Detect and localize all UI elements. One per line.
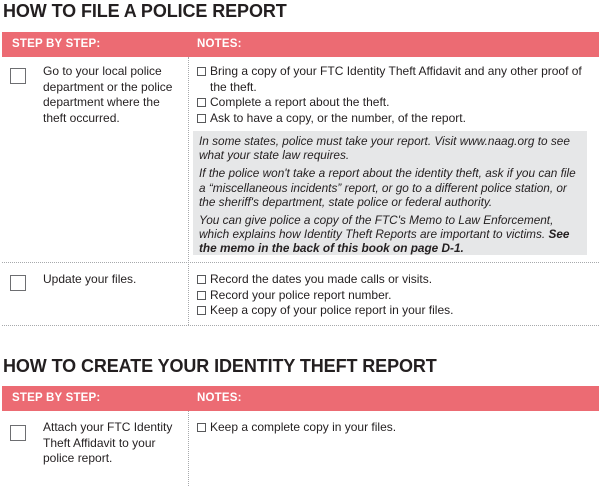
note-item (197, 420, 592, 436)
note-item (197, 272, 592, 288)
note-text: Record your police report number. (210, 287, 392, 302)
note-text: Bring a copy of your FTC Identity Theft Affidavit and any other proof of the theft. (210, 64, 582, 94)
column-divider (188, 411, 189, 486)
note-text: Ask to have a copy, or the number, of the report. (210, 110, 466, 125)
step-column-header: STEP BY STEP: (12, 392, 101, 404)
info-paragraph: In some states, police must take your report. Visit www.naag.org to see what your state law requires. (199, 134, 570, 163)
note-text: Complete a report about the theft. (210, 95, 390, 109)
note-checkbox[interactable] (197, 275, 206, 284)
step-column-header: STEP BY STEP: (12, 38, 101, 50)
step-checkbox[interactable] (10, 275, 26, 291)
note-item (197, 288, 592, 304)
note-text: Keep a copy of your police report in your files. (210, 303, 454, 317)
note-checkbox[interactable] (197, 114, 206, 123)
notes-column-header: NOTES: (197, 38, 242, 50)
column-divider (188, 57, 189, 325)
note-item (197, 95, 592, 111)
section-title: HOW TO CREATE YOUR IDENTITY THEFT REPORT (3, 356, 437, 376)
notes-column-header: NOTES: (197, 392, 242, 404)
info-text: You can give police a copy of the FTC's Memo to Law Enforcement, which explains how Identity Theft Reports are important to victims. (199, 213, 554, 242)
note-text: Record the dates you made calls or visits. (210, 272, 433, 286)
step-text: Go to your local police department or the police department where the theft occurred. (43, 64, 173, 125)
info-paragraph: If the police won't take a report about the identity theft, ask if you can file a “miscellaneous incidents” report, or go to a different police station, or the sheriff's department, state police or federal authority. (199, 166, 576, 209)
step-checkbox[interactable] (10, 425, 26, 441)
note-item (197, 303, 592, 319)
note-text: Keep a complete copy in your files. (210, 420, 397, 434)
note-checkbox[interactable] (197, 291, 206, 300)
table-header (2, 386, 599, 411)
table-header (2, 32, 599, 57)
note-checkbox[interactable] (197, 67, 206, 76)
info-paragraph (199, 213, 581, 256)
info-bold-text: See the memo in the back of this book on page D-1. (199, 227, 570, 256)
notes-list (197, 64, 592, 126)
note-item (197, 64, 592, 95)
section-title: HOW TO FILE A POLICE REPORT (3, 1, 287, 21)
row-divider (2, 262, 599, 263)
step-text: Update your files. (43, 272, 137, 286)
info-box (193, 131, 587, 255)
notes-list (197, 420, 592, 436)
notes-list (197, 272, 592, 319)
row-divider (2, 325, 599, 326)
step-text: Attach your FTC Identity Theft Affidavit to your police report. (43, 420, 173, 465)
note-checkbox[interactable] (197, 423, 206, 432)
note-item (197, 111, 592, 127)
note-checkbox[interactable] (197, 98, 206, 107)
step-checkbox[interactable] (10, 68, 26, 84)
note-checkbox[interactable] (197, 306, 206, 315)
